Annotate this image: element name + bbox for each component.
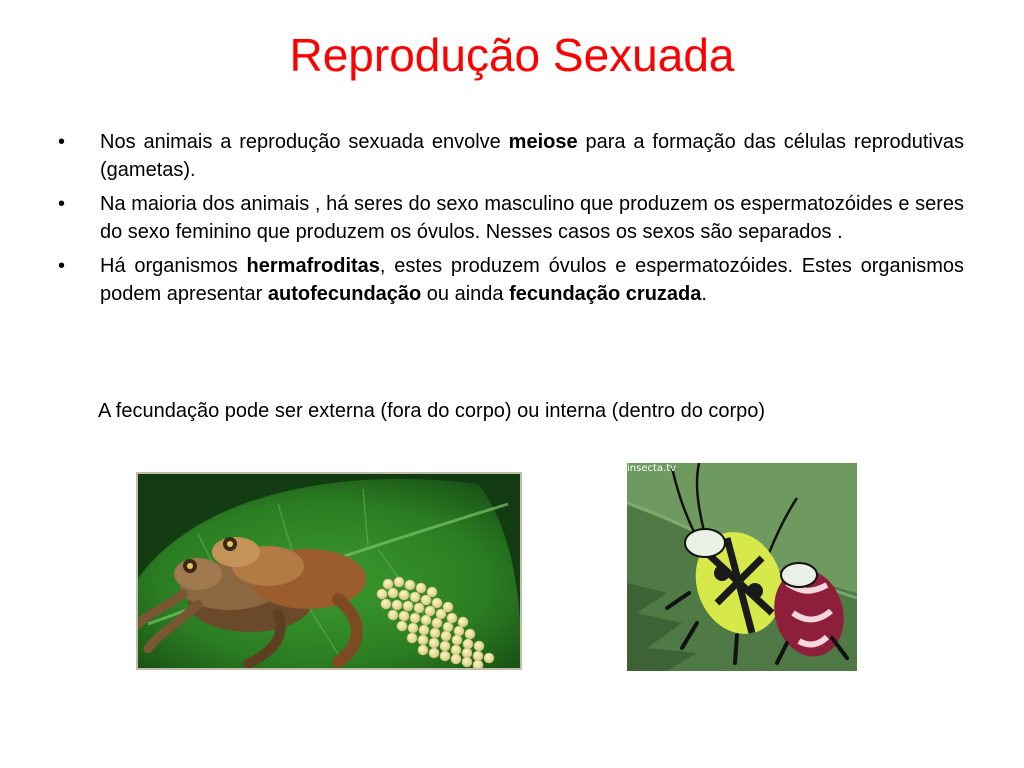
- beetle-illustration: [627, 463, 857, 671]
- bullet-list: [58, 128, 964, 314]
- beetle-photo: [627, 463, 857, 671]
- bullet-text: Há organismos: [100, 255, 247, 277]
- bullet-icon: •: [58, 193, 66, 215]
- frog-photo: [136, 472, 522, 670]
- bold-term-meiose: meiose: [508, 131, 578, 153]
- bullet-text: Na maioria dos animais , há seres do sexo masculino que produzem os espermatozóides e seres do sexo feminino que produzem os óvulos. Nesses casos os sexos são separados .: [100, 193, 964, 243]
- bold-term-autofecundacao: autofecundação: [267, 283, 422, 305]
- bullet-item-sexos-separados: [58, 190, 964, 246]
- bullet-item-hermafroditas: [58, 252, 964, 308]
- frog-illustration: [138, 474, 520, 668]
- bold-term-hermafroditas: hermafroditas: [246, 255, 380, 277]
- bullet-icon: •: [58, 255, 66, 277]
- bold-term-fecundacao-cruzada: fecundação cruzada: [509, 283, 702, 305]
- bullet-text: para a formação das células reprodutivas (gametas).: [100, 131, 964, 181]
- fecundation-note: A fecundação pode ser externa (fora do corpo) ou interna (dentro do corpo): [98, 400, 766, 422]
- image-watermark: insecta.tv: [627, 463, 677, 474]
- bullet-text: ou ainda: [421, 283, 510, 305]
- bullet-text: , estes produzem óvulos e espermatozóides. Estes organismos podem apresentar: [100, 255, 964, 305]
- bullet-icon: •: [58, 131, 66, 153]
- slide-title: Reprodução Sexuada: [289, 29, 735, 81]
- bullet-text: .: [701, 283, 707, 305]
- bullet-item-meiose: [58, 128, 964, 184]
- bullet-text: Nos animais a reprodução sexuada envolve: [100, 131, 509, 153]
